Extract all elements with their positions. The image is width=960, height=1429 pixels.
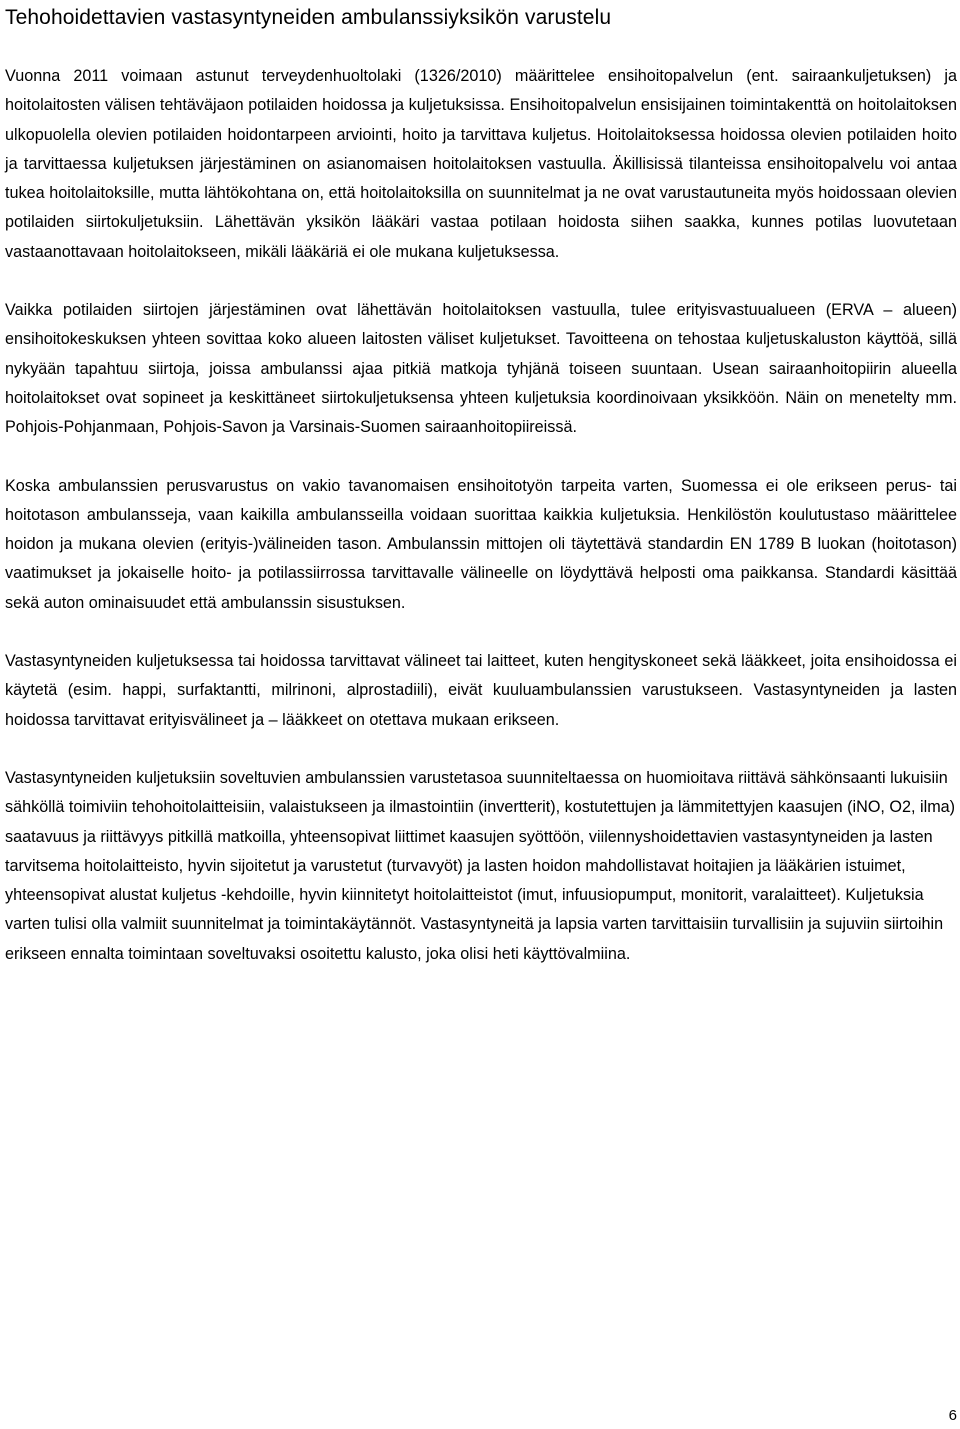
paragraph-segment: Vuonna 2011 voimaan astunut terveydenhuoltolaki (1326/2010) määrittelee ensihoitopalvelun (ent. sairaankuljetuksen) ja hoitolaitosten välisen tehtäväjaon potilaiden hoidossa ja kuljetuksissa. <box>5 67 957 115</box>
paragraph-segment: Hoitolaitoksessa hoidossa olevien potilaiden hoito ja tarvittaessa kuljetuksen järjestäminen on asianomaisen hoitolaitoksen vastuulla. Äkillisissä tilanteissa ensihoitopalvelu voi antaa tukea hoitolaitoksille, mutta lähtökohtana on, että hoitolaitoksilla on suunnitelmat ja ne ovat varustautuneita myös hoidossaan olevien potilaiden siirtokuljetuksiin. Lähettävän yksikön lääkäri vastaa potilaan hoidosta siihen saakka, kunnes potilas luovutetaan vastaanottavaan hoitolaitokseen, mikäli lääkäriä ei ole mukana kuljetuksessa. <box>5 125 957 261</box>
paragraph-healthcare-act <box>5 62 957 267</box>
paragraph-neonatal-devices <box>5 647 957 735</box>
paragraph-segment: Vastasyntyneiden kuljetuksessa tai hoidossa tarvittavat välineet tai laitteet, kuten hengityskoneet sekä lääkkeet, joita ensihoidossa ei käytetä (esim. happi, surfaktantti, milrinoni, alprostadiili), eivät kuuluambulanssien varustukseen. Vastasyntyneiden ja lasten hoidossa tarvittavat erityisvälineet ja – lääkkeet on otettava mukaan erikseen. <box>5 652 957 729</box>
paragraph-segment: Ensihoitopalvelun ensisijainen toimintakenttä on hoitolaitoksen ulkopuolella olevien potilaiden hoidontarpeen arviointi, hoito ja tarvittava kuljetus. <box>5 96 958 144</box>
document-page <box>5 0 957 969</box>
paragraph-segment: Koska ambulanssien perusvarustus on vakio tavanomaisen ensihoitotyön tarpeita varten, Suomessa ei ole erikseen perus- tai hoitotason ambulansseja, vaan kaikilla ambulansseilla voidaan suorittaa kaikkia kuljetuksia. Henkilöstön koulutustaso määrittelee hoidon ja mukana olevien (erityis-)välineiden tason. Ambulanssin mittojen oli täytettävä standardin EN 1789 B luokan (hoitotason) vaatimukset ja jokaiselle hoito- ja potilassiirrossa tarvittavalle välineelle on löydyttävä helposti oma paikkansa. Standardi käsittää sekä auton ominaisuudet että ambulanssin sisustuksen. <box>5 476 957 612</box>
page-number: 6 <box>948 1407 957 1424</box>
paragraph-segment: Vaikka potilaiden siirtojen järjestäminen ovat lähettävän hoitolaitoksen vastuulla, tulee erityisvastuualueen (ERVA – alueen) ensihoitokeskuksen yhteen sovittaa koko alueen laitosten väliset kuljetukset. Tavoitteena on tehostaa kuljetuskaluston käyttöä, sillä nykyään tapahtuu siirtoja, joissa ambulanssi ajaa pitkiä matkoja tyhjänä toiseen suuntaan. Usean sairaanhoitopiirin alueella hoitolaitokset ovat sopineet ja keskittäneet siirtokuljetuksensa yhteen kuljetuksia koordinoivaan yksikköön. Näin on menetelty mm. Pohjois-Pohjanmaan, Pohjois-Savon ja Varsinais-Suomen sairaanhoitopiireissä. <box>5 301 957 437</box>
paragraph-segment: Vastasyntyneiden kuljetuksiin soveltuvien ambulanssien varustetasoa suunniteltaessa on huomioitava riittävä sähkönsaanti lukuisiin sähköllä toimiviin tehohoitolaitteisiin, valaistukseen ja ilmastointiin (invertterit), kostutettujen ja lämmitettyjen kaasujen (iNO, O2, ilma) saatavuus ja riittävyys pitkillä matkoilla, yhteensopivat liittimet kaasujen syöttöön, viilennyshoidettavien vastasyntyneiden ja lasten tarvitsema hoitolaitteisto, hyvin sijoitetut ja varustetut (turvavyöt) ja lasten hoidon mahdollistavat hoitajien ja lääkärien istuimet, yhteensopivat alustat kuljetus -kehdoille, hyvin kiinnitetyt hoitolaitteistot (imut, infuusiopumput, monitorit, varalaitteet). Kuljetuksia varten tulisi olla valmiit suunnitelmat ja toimintakäytännöt. Vastasyntyneitä ja lapsia varten tarvittaisiin turvallisiin ja sujuviin siirtoihin erikseen ennalta toimintaan soveltuvaksi osoitettu kalusto, joka olisi heti käyttövalmiina. <box>5 768 956 963</box>
document-title: Tehohoidettavien vastasyntyneiden ambulanssiyksikön varustelu <box>5 6 612 29</box>
paragraph-transfer-coordination <box>5 296 957 442</box>
paragraph-ambulance-equipment <box>5 472 957 618</box>
paragraph-equipment-planning <box>5 764 957 969</box>
